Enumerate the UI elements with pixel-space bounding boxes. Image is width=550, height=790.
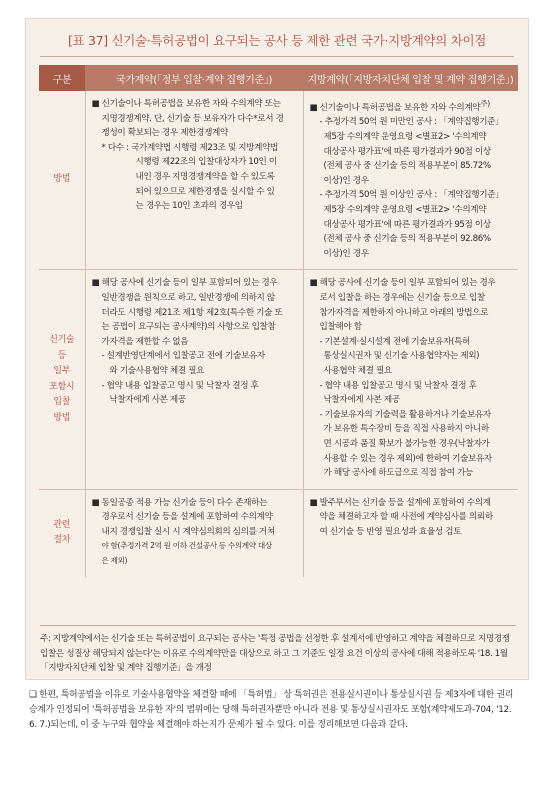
local-line: 참가자격을 제한하지 아니하고 아래의 방법으로 <box>319 307 489 318</box>
national-line: - 설계반영단계에서 입찰공고 전에 기술보유자 <box>101 351 265 362</box>
table-row-partial-bid <box>39 270 518 489</box>
comparison-table-box <box>25 18 529 680</box>
national-line: 되어 있으므로 제한경쟁을 실시할 수 있 <box>135 186 275 197</box>
local-line: - 협약 내용 입찰공고 명시 및 낙찰자 결정 후 <box>319 380 477 391</box>
header-category: 구분 <box>39 65 85 91</box>
local-line: 대상공사 평가표'에 따른 평가결과가 90점 이상 <box>323 146 491 157</box>
local-cell <box>303 489 518 576</box>
table-row-procedure <box>39 489 518 576</box>
local-line: 낙찰자에게 사본 제공 <box>323 395 400 406</box>
comparison-table <box>39 65 518 577</box>
row-category: 방법 <box>39 91 85 270</box>
national-line: 가자격을 제한할 수 없음 <box>101 336 189 347</box>
national-cell <box>85 489 303 576</box>
local-line: 로서 입찰을 하는 경우에는 신기술 등으로 입찰 <box>319 292 485 303</box>
national-line: 더라도 시행령 제21조 제1항 제2호(특수한 기술 또 <box>101 307 283 318</box>
local-line: - 기술보유자의 기술력을 활용하거나 기술보유자 <box>319 409 491 420</box>
national-line: 경우로서 신기술 등을 설계에 포함하여 수의계약 <box>101 512 273 523</box>
local-line: (전체 공사 중 신기술 등의 적용부분이 85.72% <box>323 161 491 172</box>
national-line: 일반경쟁을 원칙으로 하고, 일반경쟁에 의하지 않 <box>101 292 275 303</box>
national-line: 쟁성이 확보되는 경우 제한경쟁계약 <box>101 128 228 139</box>
national-line: 은 제외) <box>101 556 128 566</box>
national-line: 는 경우는 10인 초과의 경우임 <box>135 201 243 212</box>
local-line: (전체 공사 중 신기술 등의 적용부분이 92.86% <box>323 234 491 245</box>
local-line: 면 시공과 품질 확보가 불가능한 경우(낙찰자가 <box>323 438 490 449</box>
local-line: 가 보유한 특수장비 등을 직접 사용하지 아니하 <box>323 424 489 435</box>
table-row-method <box>39 91 518 270</box>
local-line: - 추정가격 50억 원 미만인 공사 : 「계약집행기준」 <box>319 117 504 128</box>
national-line: 시행령 제22조의 입찰대상자가 10인 이 <box>135 157 277 168</box>
national-line: 내인 경우 지명경쟁계약을 할 수 있도록 <box>135 171 275 182</box>
local-line: 사용협약 체결 필요 <box>323 365 392 376</box>
row-category: 관련 절차 <box>39 489 85 576</box>
local-line: 약을 체결하고자 할 때 사전에 계약심사를 의뢰하 <box>319 512 493 523</box>
local-line: 제5장 수의계약 운영요령 <별표2> '수의계약 <box>323 205 487 216</box>
local-line: 이상)인 경우 <box>323 248 369 259</box>
title-divider <box>40 56 514 57</box>
table-footnote: 주: 지방계약에서는 신기술 또는 특허공법이 요구되는 공사는 '특정 공법을 선정한 후 설계서에 반영하고 계약을 체결하므로 지명경쟁입찰은 성질상 해당되지 않는다'는 이유로 수의계약만을 대상으로 하고 그 기준도 일정 요건 이상의 공사에 대해 적용하도록 '18. 1월 「지방자치단체 입찰 및 계약 집행기준」을 개정 <box>40 625 516 676</box>
header-national: 국가계약(「정부 입찰·계약 집행기준」) <box>85 65 303 91</box>
header-local: 지방계약(「지방자치단체 입찰 및 계약 집행기준」) <box>303 65 518 91</box>
table-title: [표 37] 신기술·특허공법이 요구되는 공사 등 제한 관련 국가·지방계약의 차이점 <box>67 33 487 48</box>
local-line: ■ 신기술이나 특허공법을 보유한 자와 수의계약$^{주)}$ <box>309 99 490 113</box>
local-line: 사용할 수 있는 경우 제외)에 한하여 기술보유자 <box>323 453 492 464</box>
local-line: - 기본설계·실시설계 전에 기술보유자(특허 <box>319 336 470 347</box>
local-line: 대상공사 평가표'에 따른 평가결과가 95점 이상 <box>323 219 491 230</box>
national-line: 야 함(추정가격 2억 원 이하 건설공사 등 수의계약 대상 <box>101 541 272 551</box>
national-line: - 협약 내용 입찰공고 명시 및 낙찰자 결정 후 <box>101 380 259 391</box>
national-cell <box>85 91 303 270</box>
national-line: 와 기술사용협약 체결 필요 <box>109 365 205 376</box>
national-line: * 다수 : 국가계약법 시행령 제23조 및 지방계약법 <box>101 142 279 153</box>
local-cell <box>303 91 518 270</box>
local-line: ■ 발주부서는 신기술 등을 설계에 포함하여 수의계 <box>309 497 491 508</box>
local-line: - 추정가격 50억 원 이상인 공사 : 「계약집행기준」 <box>319 190 504 201</box>
local-line: 통상실시권자 및 신기술 사용협약자는 제외) <box>323 351 480 362</box>
local-cell <box>303 270 518 489</box>
national-line: 는 공법이 요구되는 공사계약)의 사항으로 입찰참 <box>101 322 276 333</box>
national-line: ■ 동일공종 적용 가능 신기술 등이 다수 존재하는 <box>91 497 268 508</box>
national-line: 내지 경쟁입찰 실시 시 계약심의회의 심의를 거쳐 <box>101 526 275 537</box>
local-line: 제5장 수의계약 운영요령 <별표2> '수의계약 <box>323 132 487 143</box>
national-line: 지명경쟁계약. 단, 신기술 등 보유자가 다수*로서 경 <box>101 113 284 124</box>
local-line: 가 해당 공사에 하도급으로 직접 참여 가능 <box>323 468 473 479</box>
footnote-mark: 주) <box>480 99 490 108</box>
local-line: 입찰해야 함 <box>319 322 362 333</box>
row-category: 신기술 등 일부 포함시 입찰 방법 <box>39 270 85 489</box>
national-line: 낙찰자에게 사본 제공 <box>109 395 186 406</box>
local-line: 여 신기술 등 반영 필요성과 효율성 검토 <box>319 526 462 537</box>
national-line: ■ 해당 공사에 신기술 등이 일부 포함되어 있는 경우 <box>91 278 278 289</box>
national-cell <box>85 270 303 489</box>
local-line: ■ 해당 공사에 신기술 등이 일부 포함되어 있는 경우 <box>309 278 496 289</box>
national-line: ■ 신기술이나 특허공법을 보유한 자와 수의계약 또는 <box>91 99 281 109</box>
local-line: 이상)인 경우 <box>323 175 369 186</box>
body-paragraph: ❏ 한편, 특허공법을 이유로 기술사용협약을 체결할 때에 「특허법」 상 특허권은 전용실시권이나 통상실시권 등 제3자에 대한 권리승계가 인정되어 '특허공법을 보유한 자'의 범위에는 당해 특허권자뿐만 아니라 전용 및 통상실시권자도 포함(계약제도과-704, '12. 6. 7.)되는데, 이 중 누구와 협약을 체결해야 하는지가 문제가 될 수 있다. 이를 정리해보면 다음과 같다. <box>29 690 514 731</box>
